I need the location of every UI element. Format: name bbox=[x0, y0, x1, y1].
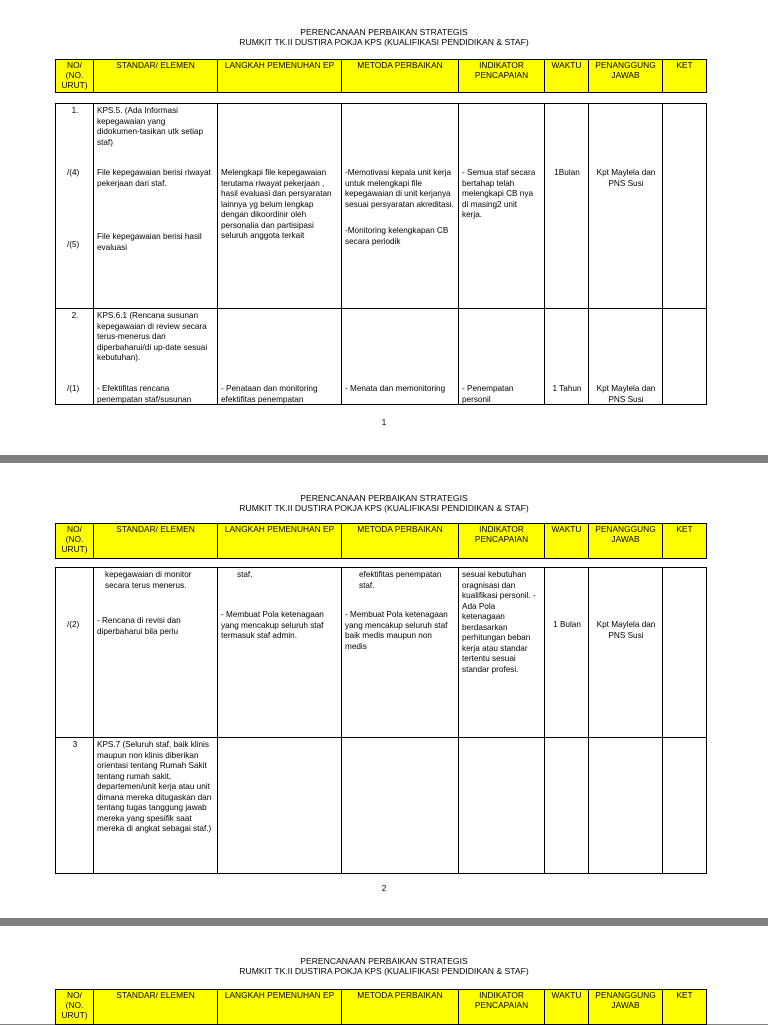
ep-number: /(4) bbox=[67, 168, 80, 177]
header-standar: STANDAR/ ELEMEN bbox=[94, 524, 218, 559]
header-metoda: METODA PERBAIKAN bbox=[342, 990, 459, 1025]
row-pj bbox=[589, 738, 663, 874]
standard-text: KPS.6.1 (Rencana susunan kepegawaian di review secara terus-menerus dan diperbaharui/di up-date sesuai kebutuhan). bbox=[97, 311, 208, 362]
header-table bbox=[55, 989, 707, 1025]
row-indikator bbox=[459, 568, 545, 738]
row-standar bbox=[94, 309, 218, 405]
header-standar: STANDAR/ ELEMEN bbox=[94, 990, 218, 1025]
header-pj: PENANGGUNG JAWAB bbox=[589, 990, 663, 1025]
row-no bbox=[56, 309, 94, 405]
row-metoda bbox=[342, 568, 459, 738]
header-waktu: WAKTU bbox=[545, 60, 589, 93]
row-waktu bbox=[545, 104, 589, 309]
row-pj bbox=[589, 568, 663, 738]
pic-text: Kpt Maylela dan PNS Susi bbox=[596, 384, 656, 404]
table-row bbox=[56, 568, 707, 738]
row-metoda bbox=[342, 309, 459, 405]
method-text: -Monitoring kelengkapan CB secara periodik bbox=[345, 226, 449, 246]
row-ket bbox=[663, 104, 707, 309]
header-waktu: WAKTU bbox=[545, 990, 589, 1025]
row-standar bbox=[94, 104, 218, 309]
plan-table bbox=[55, 103, 707, 405]
time-text: 1Bulan bbox=[554, 168, 580, 177]
header-ket: KET bbox=[663, 990, 707, 1025]
row-langkah bbox=[218, 738, 342, 874]
header-no: NO/ (NO. URUT) bbox=[56, 524, 94, 559]
table-row bbox=[56, 738, 707, 874]
header-pj: PENANGGUNG JAWAB bbox=[589, 524, 663, 559]
ep-number: /(2) bbox=[67, 620, 80, 629]
indicator-text: - Penempatan personil bbox=[462, 384, 514, 404]
indicator-text: sesuai kebutuhan oragnisasi dan kualifikasi personil. - Ada Pola ketenagaan berdasarkan perhitungan beban kerja atau standar tertentu sesuai standar profesi. bbox=[462, 570, 536, 674]
indicator-text: - Semua staf secara bertahap telah melengkapi CB nya di masing2 unit kerja. bbox=[462, 168, 536, 219]
standard-text: KPS.7 (Seluruh staf, baik klinis maupun non klinis diberikan orientasi tentang Rumah Sakit tentang rumah sakit, departemen/unit kerja atau unit dimana mereka ditugaskan dan tentang tugas tanggung jawab mereka yang spesifik saat mereka di angkat sebagai staf.) bbox=[97, 740, 212, 833]
element-text: - Rencana di revisi dan diperbaharui bila perlu bbox=[97, 616, 181, 636]
row-no bbox=[56, 738, 94, 874]
row-number: 3 bbox=[72, 740, 78, 749]
row-ket bbox=[663, 309, 707, 405]
row-langkah bbox=[218, 568, 342, 738]
plan-table bbox=[55, 567, 707, 874]
header-standar: STANDAR/ ELEMEN bbox=[94, 60, 218, 93]
header-pj: PENANGGUNG JAWAB bbox=[589, 60, 663, 93]
method-text: - Menata dan memonitoring bbox=[345, 384, 446, 393]
header-ket: KET bbox=[663, 524, 707, 559]
doc-subtitle: RUMKIT TK.II DUSTIRA POKJA KPS (KUALIFIKASI PENDIDIKAN & STAF) bbox=[239, 966, 529, 976]
header-ket: KET bbox=[663, 60, 707, 93]
row-langkah bbox=[218, 104, 342, 309]
time-text: 1 Bulan bbox=[553, 620, 581, 629]
row-number: 2. bbox=[71, 311, 79, 320]
header-indikator: INDIKATOR PENCAPAIAN bbox=[459, 990, 545, 1025]
pic-text: Kpt Maylela dan PNS Susi bbox=[596, 168, 656, 188]
row-pj bbox=[589, 104, 663, 309]
header-indikator: INDIKATOR PENCAPAIAN bbox=[459, 60, 545, 93]
table-row bbox=[56, 309, 707, 405]
row-langkah bbox=[218, 309, 342, 405]
row-number: 1. bbox=[71, 106, 79, 115]
page-1 bbox=[0, 0, 768, 455]
header-table bbox=[55, 523, 707, 559]
steps-text: staf. bbox=[237, 570, 253, 579]
steps-text: - Membuat Pola ketenagaan yang mencakup seluruh staf termasuk staf admin. bbox=[221, 610, 324, 640]
ep-number: /(1) bbox=[67, 384, 80, 393]
header-waktu: WAKTU bbox=[545, 524, 589, 559]
steps-text: Melengkapi file kepegawaian terutama riwayat pekerjaan , hasil evaluasi dan persyaratan lainnya yg belum lengkap dengan dikoordinir oleh personalia dan partisipasi seluruh anggota terkait bbox=[221, 168, 332, 240]
header-metoda: METODA PERBAIKAN bbox=[342, 60, 459, 93]
page-3 bbox=[0, 926, 768, 1024]
page-number: 1 bbox=[381, 418, 387, 427]
header-langkah: LANGKAH PEMENUHAN EP bbox=[218, 524, 342, 559]
page-number: 2 bbox=[381, 884, 387, 893]
row-ket bbox=[663, 568, 707, 738]
doc-title: PERENCANAAN PERBAIKAN STRATEGIS bbox=[300, 493, 468, 503]
row-waktu bbox=[545, 738, 589, 874]
header-indikator: INDIKATOR PENCAPAIAN bbox=[459, 524, 545, 559]
pic-text: Kpt Maylela dan PNS Susi bbox=[596, 620, 656, 640]
header-no: NO/ (NO. URUT) bbox=[56, 60, 94, 93]
doc-title: PERENCANAAN PERBAIKAN STRATEGIS bbox=[300, 27, 468, 37]
doc-subtitle: RUMKIT TK.II DUSTIRA POKJA KPS (KUALIFIKASI PENDIDIKAN & STAF) bbox=[239, 503, 529, 513]
row-metoda bbox=[342, 104, 459, 309]
header-langkah: LANGKAH PEMENUHAN EP bbox=[218, 60, 342, 93]
element-text: File kepegawaian berisi hasil evaluasi bbox=[97, 232, 202, 252]
row-indikator bbox=[459, 104, 545, 309]
row-indikator bbox=[459, 309, 545, 405]
row-waktu bbox=[545, 568, 589, 738]
steps-text: - Penataan dan monitoring efektifitas penempatan bbox=[221, 384, 318, 404]
element-text: - Efektifitas rencana penempatan staf/susunan bbox=[97, 384, 192, 404]
method-text: efektifitas penempatan staf. bbox=[359, 570, 442, 590]
row-no bbox=[56, 104, 94, 309]
element-text: kepegawaian di monitor secara terus menerus. bbox=[105, 570, 192, 590]
standard-text: KPS.5. (Ada Informasi kepegawaian yang didokumen-tasikan utk setiap staf) bbox=[97, 106, 204, 147]
row-pj bbox=[589, 309, 663, 405]
ep-number: /(5) bbox=[67, 240, 80, 249]
method-text: - Membuat Pola ketenagaan yang mencakup seluruh staf baik medis maupun non medis bbox=[345, 610, 448, 651]
table-row bbox=[56, 104, 707, 309]
doc-subtitle: RUMKIT TK.II DUSTIRA POKJA KPS (KUALIFIKASI PENDIDIKAN & STAF) bbox=[239, 37, 529, 47]
row-waktu bbox=[545, 309, 589, 405]
page-2 bbox=[0, 463, 768, 918]
row-indikator bbox=[459, 738, 545, 874]
row-standar bbox=[94, 738, 218, 874]
header-table bbox=[55, 59, 707, 93]
row-no bbox=[56, 568, 94, 738]
doc-title: PERENCANAAN PERBAIKAN STRATEGIS bbox=[300, 956, 468, 966]
time-text: 1 Tahun bbox=[552, 384, 582, 393]
header-langkah: LANGKAH PEMENUHAN EP bbox=[218, 990, 342, 1025]
header-metoda: METODA PERBAIKAN bbox=[342, 524, 459, 559]
row-metoda bbox=[342, 738, 459, 874]
row-standar bbox=[94, 568, 218, 738]
method-text: -Memotivasi kepala unit kerja untuk melengkapi file kepegawaian di unit kerjanya sesuai persyaratan akreditasi. bbox=[345, 168, 454, 209]
element-text: File kepegawaian berisi riwayat pekerjaan dari staf. bbox=[97, 168, 211, 188]
header-no: NO/ (NO. URUT) bbox=[56, 990, 94, 1025]
row-ket bbox=[663, 738, 707, 874]
